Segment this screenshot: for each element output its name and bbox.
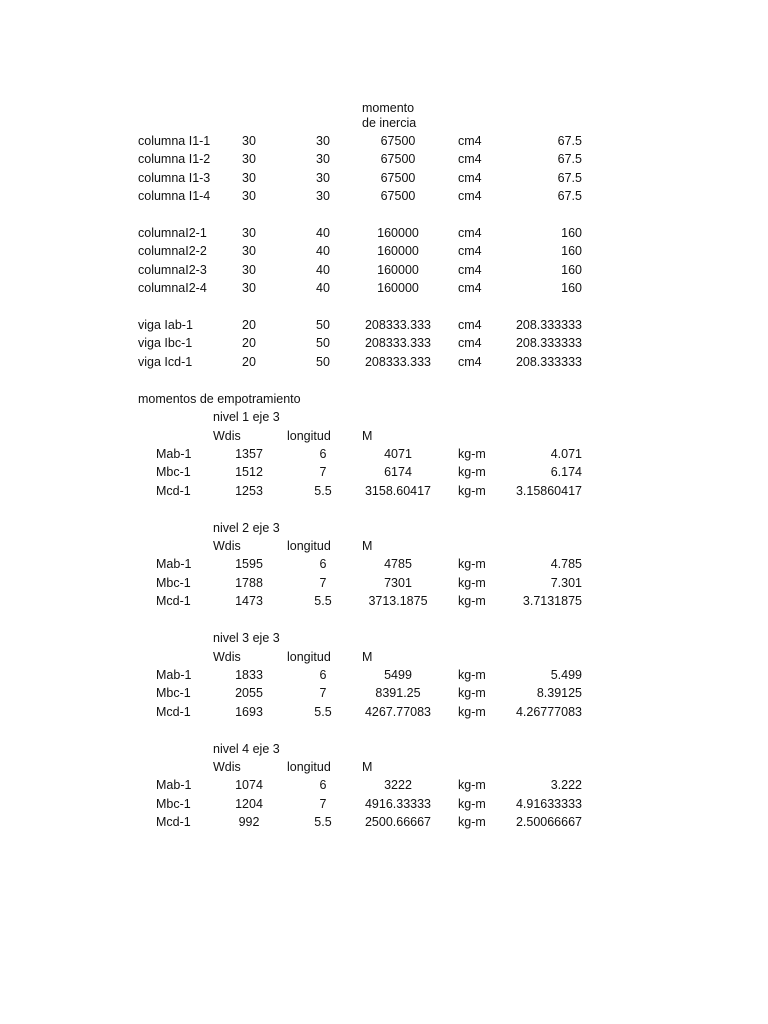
moment-wdis: 1253 xyxy=(235,484,263,498)
row-h: 40 xyxy=(316,244,330,258)
row-h: 50 xyxy=(316,355,330,369)
moment-value: 4.785 xyxy=(550,557,582,571)
moment-wdis: 1833 xyxy=(235,668,263,682)
moment-wdis: 1595 xyxy=(235,557,263,571)
moment-m: 7301 xyxy=(384,576,412,590)
row-name: columna I1-4 xyxy=(138,189,211,203)
row-value: 67.5 xyxy=(557,134,582,148)
row-b: 30 xyxy=(242,263,256,277)
row-unit: cm4 xyxy=(458,355,482,369)
moment-unit: kg-m xyxy=(458,778,486,792)
row-name: viga Ibc-1 xyxy=(138,336,193,350)
row-value: 67.5 xyxy=(557,152,582,166)
moment-unit: kg-m xyxy=(458,705,486,719)
row-name: columnaI2-2 xyxy=(138,244,207,258)
row-inercia: 208333.333 xyxy=(364,336,432,350)
moment-longitud: 5.5 xyxy=(314,705,332,719)
moment-value: 3.222 xyxy=(550,778,582,792)
moment-value: 3.15860417 xyxy=(515,484,582,498)
row-b: 30 xyxy=(242,152,256,166)
moment-m: 3713.1875 xyxy=(368,594,428,608)
row-b: 30 xyxy=(242,134,256,148)
moment-name: Mcd-1 xyxy=(156,815,191,829)
row-inercia: 67500 xyxy=(380,171,416,185)
moment-value: 4.91633333 xyxy=(515,797,582,811)
row-unit: cm4 xyxy=(458,171,482,185)
moment-longitud: 7 xyxy=(319,686,327,700)
row-h: 50 xyxy=(316,336,330,350)
moment-longitud: 6 xyxy=(319,557,327,571)
moment-name: Mab-1 xyxy=(156,778,192,792)
row-name: columna I1-2 xyxy=(138,152,211,166)
row-b: 30 xyxy=(242,189,256,203)
moment-value: 7.301 xyxy=(550,576,582,590)
row-inercia: 160000 xyxy=(377,281,419,295)
row-value: 67.5 xyxy=(557,189,582,203)
moments-section-title: momentos de empotramiento xyxy=(138,392,301,406)
header-m: M xyxy=(362,429,373,443)
row-h: 30 xyxy=(316,152,330,166)
moment-unit: kg-m xyxy=(458,465,486,479)
row-value: 160 xyxy=(561,281,582,295)
moment-wdis: 2055 xyxy=(235,686,263,700)
moment-wdis: 1204 xyxy=(235,797,263,811)
moment-name: Mcd-1 xyxy=(156,594,191,608)
row-inercia: 160000 xyxy=(377,263,419,277)
moment-value: 5.499 xyxy=(550,668,582,682)
moment-m: 8391.25 xyxy=(375,686,421,700)
row-name: columnaI2-4 xyxy=(138,281,207,295)
moment-wdis: 1512 xyxy=(235,465,263,479)
row-b: 30 xyxy=(242,244,256,258)
moment-name: Mab-1 xyxy=(156,668,192,682)
row-value: 160 xyxy=(561,244,582,258)
moment-name: Mab-1 xyxy=(156,557,192,571)
moment-unit: kg-m xyxy=(458,594,486,608)
row-h: 50 xyxy=(316,318,330,332)
header-m: M xyxy=(362,650,373,664)
row-unit: cm4 xyxy=(458,189,482,203)
row-inercia: 67500 xyxy=(380,189,416,203)
header-line-2: de inercia xyxy=(362,116,417,130)
moment-longitud: 6 xyxy=(319,668,327,682)
row-inercia: 67500 xyxy=(380,152,416,166)
moment-wdis: 1473 xyxy=(235,594,263,608)
moment-m: 5499 xyxy=(384,668,412,682)
row-name: columnaI2-1 xyxy=(138,226,207,240)
row-value: 208.333333 xyxy=(515,355,582,369)
row-inercia: 208333.333 xyxy=(364,318,432,332)
header-longitud: longitud xyxy=(287,760,331,774)
moment-longitud: 6 xyxy=(319,778,327,792)
moment-value: 4.071 xyxy=(550,447,582,461)
moment-unit: kg-m xyxy=(458,447,486,461)
moment-name: Mbc-1 xyxy=(156,576,191,590)
moment-m: 2500.66667 xyxy=(364,815,432,829)
row-b: 30 xyxy=(242,171,256,185)
moment-name: Mcd-1 xyxy=(156,705,191,719)
level-title: nivel 2 eje 3 xyxy=(213,521,280,535)
row-b: 20 xyxy=(242,355,256,369)
row-unit: cm4 xyxy=(458,318,482,332)
row-inercia: 160000 xyxy=(377,244,419,258)
level-title: nivel 4 eje 3 xyxy=(213,742,280,756)
moment-wdis: 1357 xyxy=(235,447,263,461)
row-inercia: 208333.333 xyxy=(364,355,432,369)
moment-name: Mbc-1 xyxy=(156,797,191,811)
row-unit: cm4 xyxy=(458,226,482,240)
moment-unit: kg-m xyxy=(458,484,486,498)
moment-value: 4.26777083 xyxy=(515,705,582,719)
row-unit: cm4 xyxy=(458,134,482,148)
row-value: 67.5 xyxy=(557,171,582,185)
moment-value: 3.7131875 xyxy=(522,594,582,608)
header-wdis: Wdis xyxy=(213,760,241,774)
header-line-1: momento xyxy=(362,101,415,115)
row-value: 208.333333 xyxy=(515,318,582,332)
header-wdis: Wdis xyxy=(213,429,241,443)
row-h: 40 xyxy=(316,226,330,240)
moment-m: 4785 xyxy=(384,557,412,571)
row-value: 160 xyxy=(561,263,582,277)
moment-m: 6174 xyxy=(384,465,412,479)
moment-m: 4267.77083 xyxy=(364,705,432,719)
header-longitud: longitud xyxy=(287,429,331,443)
row-unit: cm4 xyxy=(458,244,482,258)
moment-longitud: 7 xyxy=(319,576,327,590)
row-b: 20 xyxy=(242,318,256,332)
moment-m: 3222 xyxy=(384,778,412,792)
moment-unit: kg-m xyxy=(458,797,486,811)
moment-name: Mbc-1 xyxy=(156,686,191,700)
moment-longitud: 5.5 xyxy=(314,484,332,498)
header-m: M xyxy=(362,539,373,553)
row-b: 20 xyxy=(242,336,256,350)
row-name: columna I1-3 xyxy=(138,171,211,185)
moment-wdis: 1788 xyxy=(235,576,263,590)
moment-name: Mbc-1 xyxy=(156,465,191,479)
header-longitud: longitud xyxy=(287,650,331,664)
row-h: 40 xyxy=(316,281,330,295)
level-title: nivel 3 eje 3 xyxy=(213,631,280,645)
row-b: 30 xyxy=(242,226,256,240)
row-name: viga Icd-1 xyxy=(138,355,193,369)
header-wdis: Wdis xyxy=(213,650,241,664)
moment-longitud: 6 xyxy=(319,447,327,461)
moment-longitud: 7 xyxy=(319,797,327,811)
moment-m: 4916.33333 xyxy=(364,797,432,811)
row-name: columnaI2-3 xyxy=(138,263,207,277)
header-longitud: longitud xyxy=(287,539,331,553)
row-b: 30 xyxy=(242,281,256,295)
row-value: 160 xyxy=(561,226,582,240)
header-m: M xyxy=(362,760,373,774)
moment-unit: kg-m xyxy=(458,815,486,829)
moment-wdis: 1074 xyxy=(235,778,263,792)
row-unit: cm4 xyxy=(458,281,482,295)
moment-value: 6.174 xyxy=(550,465,582,479)
moment-wdis: 992 xyxy=(238,815,260,829)
row-unit: cm4 xyxy=(458,336,482,350)
row-h: 40 xyxy=(316,263,330,277)
header-wdis: Wdis xyxy=(213,539,241,553)
moment-unit: kg-m xyxy=(458,557,486,571)
moment-name: Mcd-1 xyxy=(156,484,191,498)
row-h: 30 xyxy=(316,134,330,148)
row-name: columna I1-1 xyxy=(138,134,211,148)
row-inercia: 160000 xyxy=(377,226,419,240)
moment-longitud: 7 xyxy=(319,465,327,479)
moment-wdis: 1693 xyxy=(235,705,263,719)
row-h: 30 xyxy=(316,189,330,203)
moment-m: 4071 xyxy=(384,447,412,461)
moment-unit: kg-m xyxy=(458,576,486,590)
row-value: 208.333333 xyxy=(515,336,582,350)
moment-m: 3158.60417 xyxy=(364,484,432,498)
moment-value: 2.50066667 xyxy=(515,815,582,829)
moment-longitud: 5.5 xyxy=(314,594,332,608)
level-title: nivel 1 eje 3 xyxy=(213,410,280,424)
moment-unit: kg-m xyxy=(458,686,486,700)
moment-unit: kg-m xyxy=(458,668,486,682)
moment-name: Mab-1 xyxy=(156,447,192,461)
moment-longitud: 5.5 xyxy=(314,815,332,829)
row-unit: cm4 xyxy=(458,152,482,166)
row-h: 30 xyxy=(316,171,330,185)
row-name: viga Iab-1 xyxy=(138,318,193,332)
row-unit: cm4 xyxy=(458,263,482,277)
moment-value: 8.39125 xyxy=(536,686,582,700)
row-inercia: 67500 xyxy=(380,134,416,148)
